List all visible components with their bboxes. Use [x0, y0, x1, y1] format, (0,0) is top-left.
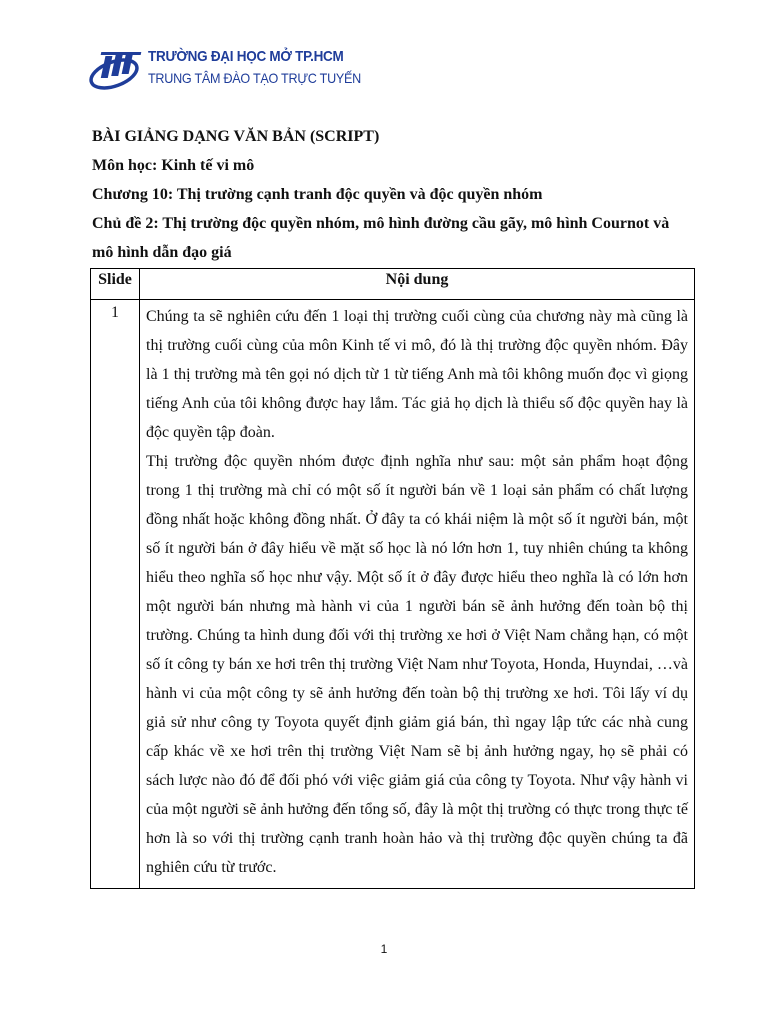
content-paragraph: Chúng ta sẽ nghiên cứu đến 1 loại thị trường cuối cùng của chương này mà cũng là thị trường cuối cùng của môn Kinh tế vi mô, đó là thị trường độc quyền nhóm. Đây là 1 thị trường mà tên gọi nó dịch từ 1 từ tiếng Anh mà tôi không muốn đọc vì giọng tiếng Anh của tôi không được hay lắm. Tác giả họ dịch là thiểu số độc quyền hay là độc quyền tập đoàn. [146, 308, 688, 441]
logo-emblem-icon [88, 44, 148, 96]
column-header-content: Nội dung [140, 269, 695, 300]
topic-line: Chủ đề 2: Thị trường độc quyền nhóm, mô hình đường cầu gãy, mô hình Cournot và mô hình dẫn đạo giá [92, 215, 670, 261]
subject-line: Môn học: Kinh tế vi mô [92, 157, 255, 174]
chapter-line: Chương 10: Thị trường cạnh tranh độc quyền và độc quyền nhóm [92, 186, 543, 203]
slide-number-cell: 1 [91, 300, 140, 889]
page-number: 1 [380, 942, 388, 956]
content-paragraph: Thị trường độc quyền nhóm được định nghĩa như sau: một sản phẩm hoạt động trong 1 thị trường mà chỉ có một số ít người bán về 1 loại sản phẩm có chất lượng đồng nhất hoặc không đồng nhất. Ở đây ta có khái niệm là một số ít người bán, một số ít người bán ở đây hiểu về mặt số học là nó lớn hơn 1, tuy nhiên chúng ta không hiểu theo nghĩa số học như vậy. Một số ít ở đây được hiểu theo nghĩa là có lớn hơn một người bán nhưng mà hành vi của 1 người bán sẽ ảnh hưởng đến toàn bộ thị trường. Chúng ta hình dung đối với thị trường xe hơi ở Việt Nam chẳng hạn, có một số ít công ty bán xe hơi trên thị trường Việt Nam như Toyota, Honda, Huyndai, …và hành vi của một công ty sẽ ảnh hưởng đến toàn bộ thị trường xe hơi. Tôi lấy ví dụ giả sử như công ty Toyota quyết định giảm giá bán, thì ngay lập tức các nhà cung cấp khác về xe hơi trên thị trường Việt Nam sẽ bị ảnh hưởng ngay, họ sẽ phải có sách lược nào đó để đối phó với việc giảm giá của công ty Toyota. Như vậy hành vi của một người sẽ ảnh hưởng đến tổng số, đây là một thị trường có thực trong thực tế hơn là so với thị trường cạnh tranh hoàn hảo và thị trường độc quyền chúng ta đã nghiên cứu từ trước. [146, 453, 688, 876]
table-header-row [91, 269, 695, 300]
content-cell [140, 300, 695, 889]
table-row [91, 300, 695, 889]
column-header-slide: Slide [91, 269, 140, 300]
document-title: BÀI GIẢNG DẠNG VĂN BẢN (SCRIPT) [92, 128, 380, 145]
university-logo [88, 40, 361, 102]
logo-university-name: TRƯỜNG ĐẠI HỌC MỞ TP.HCM [148, 48, 344, 65]
logo-center-name: TRUNG TÂM ĐÀO TẠO TRỰC TUYẾN [148, 70, 361, 86]
script-table [90, 268, 695, 889]
